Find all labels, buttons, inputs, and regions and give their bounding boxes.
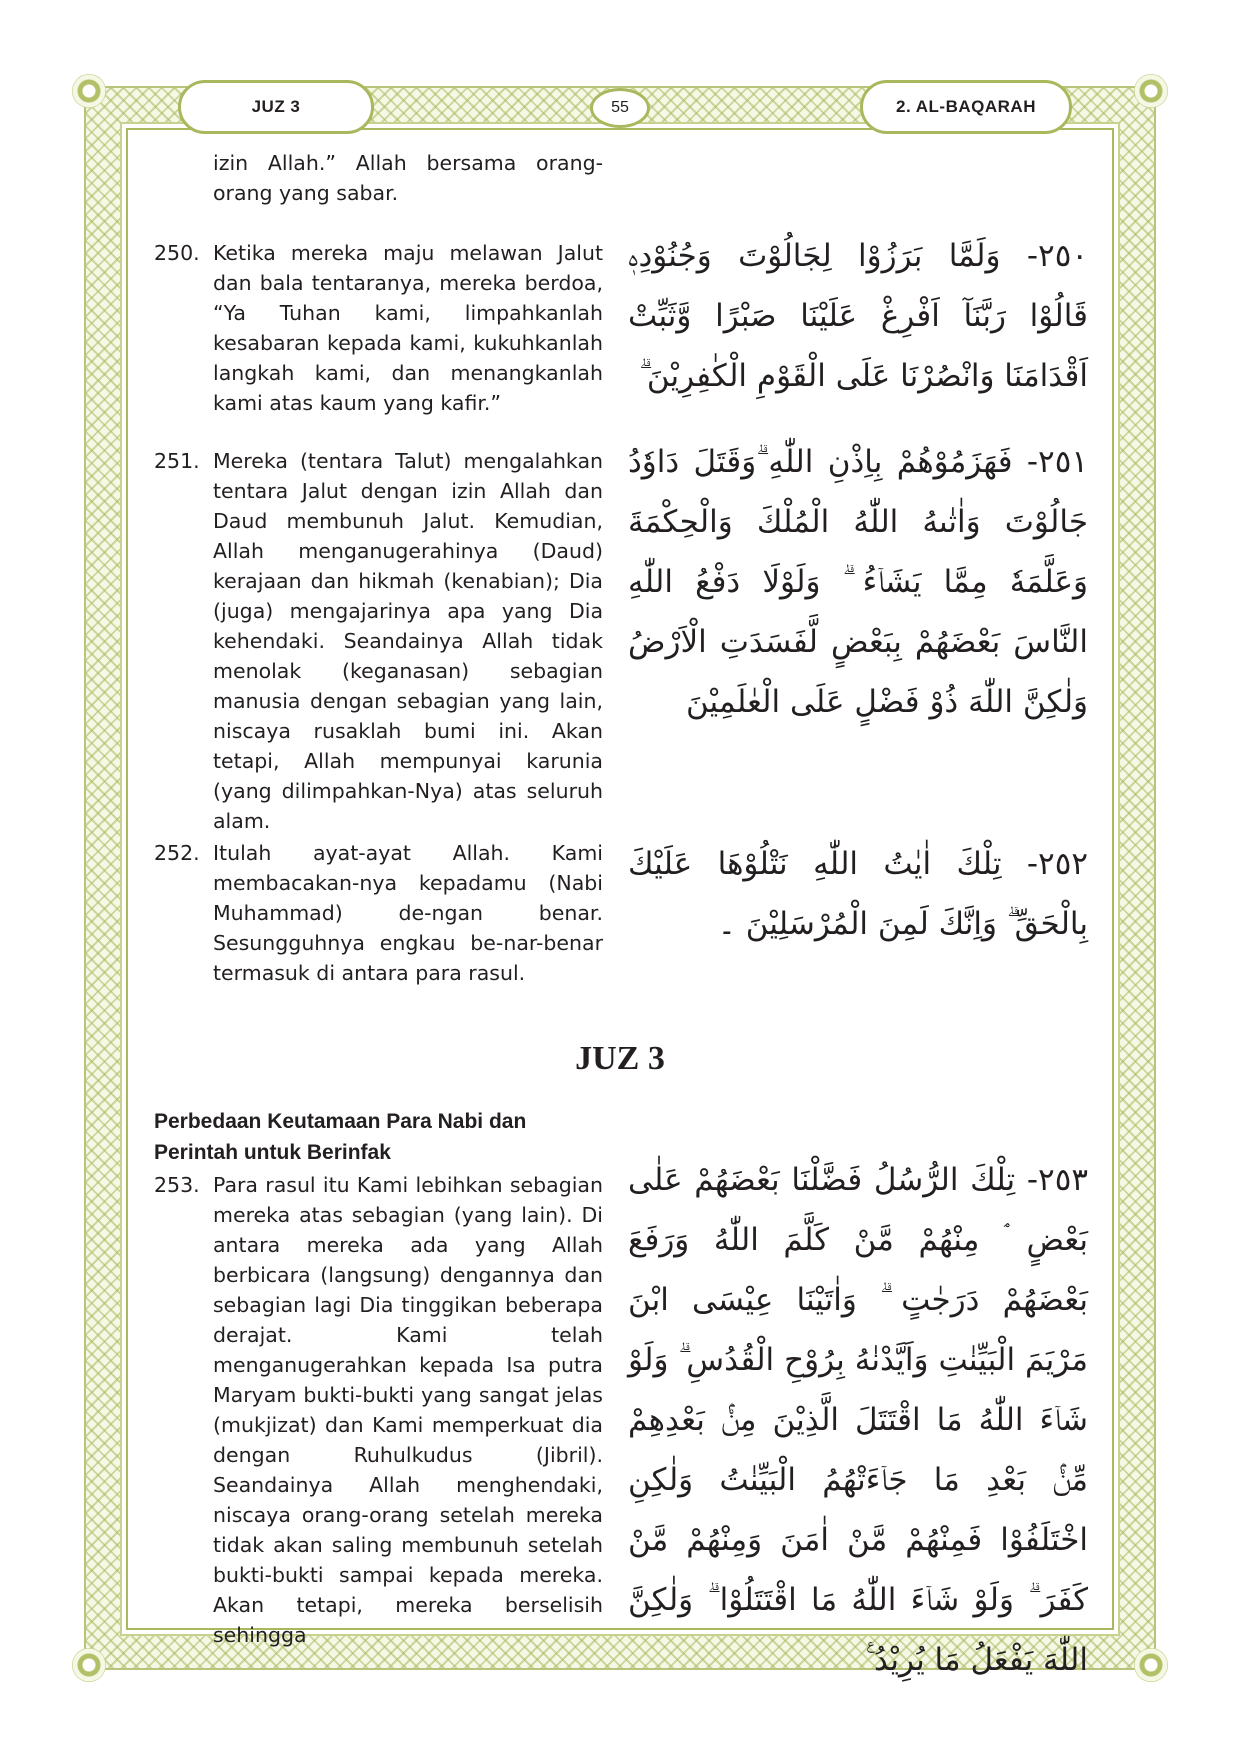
arabic-verse-252: ٢٥٢- تِلْكَ اٰيٰتُ اللّٰهِ نَتْلُوْهَا عَلَيْكَ بِالْحَقِّ ۗ وَاِنَّكَ لَمِنَ الْمُرْسَلِيْنَ ۔ bbox=[628, 846, 1088, 942]
surah-label: 2. AL-BAQARAH bbox=[860, 80, 1072, 134]
verse-number: 251. bbox=[154, 449, 200, 473]
translation-text: izin Allah.” Allah bersama orang-orang yang sabar. bbox=[213, 151, 603, 205]
verse-number: 250. bbox=[154, 241, 200, 265]
corner-ornament-icon bbox=[1134, 1648, 1168, 1682]
translation-text: Itulah ayat-ayat Allah. Kami membacakan-nya kepadamu (Nabi Muhammad) de-ngan benar. Sesungguhnya engkau be-nar-benar termasuk di antara para rasul. bbox=[213, 841, 603, 985]
arabic-verse-251: ٢٥١- فَهَزَمُوْهُمْ بِاِذْنِ اللّٰهِ ۗوَقَتَلَ دَاوٗدُ جَالُوْتَ وَاٰتٰىهُ اللّٰهُ الْمُلْكَ وَالْحِكْمَةَ وَعَلَّمَهٗ مِمَّا يَشَاۤءُ ۗ وَلَوْلَا دَفْعُ اللّٰهِ النَّاسَ بَعْضَهُمْ بِبَعْضٍ لَّفَسَدَتِ الْاَرْضُ وَلٰكِنَّ اللّٰهَ ذُوْ فَضْلٍ عَلَى الْعٰلَمِيْنَ bbox=[628, 444, 1088, 720]
juz-label: JUZ 3 bbox=[178, 80, 374, 134]
corner-ornament-icon bbox=[1134, 74, 1168, 108]
arabic-verse-250: ٢٥٠- وَلَمَّا بَرَزُوْا لِجَالُوْتَ وَجُنُوْدِهٖ قَالُوْا رَبَّنَآ اَفْرِغْ عَلَيْنَا صَبْرًا وَّثَبِّتْ اَقْدَامَنَا وَانْصُرْنَا عَلَى الْقَوْمِ الْكٰفِرِيْنَ ۗ bbox=[628, 238, 1088, 394]
juz-heading: JUZ 3 bbox=[575, 1040, 665, 1077]
corner-ornament-icon bbox=[72, 1648, 106, 1682]
page-number: 55 bbox=[590, 88, 650, 128]
arabic-verse-253: ٢٥٣- تِلْكَ الرُّسُلُ فَضَّلْنَا بَعْضَهُمْ عَلٰى بَعْضٍ ۘ مِنْهُمْ مَّنْ كَلَّمَ اللّٰهُ وَرَفَعَ بَعْضَهُمْ دَرَجٰتٍ ۗ وَاٰتَيْنَا عِيْسَى ابْنَ مَرْيَمَ الْبَيِّنٰتِ وَاَيَّدْنٰهُ بِرُوْحِ الْقُدُسِ ۗ وَلَوْ شَاۤءَ اللّٰهُ مَا اقْتَتَلَ الَّذِيْنَ مِنْۢ بَعْدِهِمْ مِّنْۢ بَعْدِ مَا جَاۤءَتْهُمُ الْبَيِّنٰتُ وَلٰكِنِ اخْتَلَفُوْا فَمِنْهُمْ مَّنْ اٰمَنَ وَمِنْهُمْ مَّنْ كَفَرَ ۗ وَلَوْ شَاۤءَ اللّٰهُ مَا اقْتَتَلُوْا ۗ وَلٰكِنَّ اللّٰهَ يَفْعَلُ مَا يُرِيْدُ ࣖ bbox=[628, 1162, 1088, 1678]
translation-text: Mereka (tentara Talut) mengalahkan tentara Jalut dengan izin Allah dan Daud membunuh Jalut. Kemudian, Allah menganugerahinya (Daud) kerajaan dan hikmah (kenabian); Dia (juga) mengajarinya apa yang Dia kehendaki. Seandainya Allah tidak menolak (keganasan) sebagian manusia dengan sebagian yang lain, niscaya rusaklah bumi ini. Akan tetapi, Allah mempunyai karunia (yang dilimpahkan-Nya) atas seluruh alam. bbox=[213, 449, 603, 833]
translation-text: Ketika mereka maju melawan Jalut dan bala tentaranya, mereka berdoa, “Ya Tuhan kami, limpahkanlah kesabaran kepada kami, kukuhkanlah langkah kami, dan menangkanlah kami atas kaum yang kafir.” bbox=[213, 241, 603, 415]
translation-text: Para rasul itu Kami lebihkan sebagian mereka atas sebagian (yang lain). Di antara mereka ada yang Allah berbicara (langsung) dengannya dan sebagian lagi Dia tinggikan beberapa derajat. Kami telah menganugerahkan kepada Isa putra Maryam bukti-bukti yang sangat jelas (mukjizat) dan Kami memperkuat dia dengan Ruhulkudus (Jibril). Seandainya Allah menghendaki, niscaya orang-orang setelah mereka tidak akan saling membunuh setelah bukti-bukti sampai kepada mereka. Akan tetapi, mereka berselisih sehingga bbox=[213, 1173, 603, 1647]
verse-number: 253. bbox=[154, 1173, 200, 1197]
corner-ornament-icon bbox=[72, 74, 106, 108]
verse-number: 252. bbox=[154, 841, 200, 865]
page-content bbox=[126, 128, 1114, 1678]
section-title: Perbedaan Keutamaan Para Nabi dan Perintah untuk Berinfak bbox=[154, 1110, 527, 1164]
